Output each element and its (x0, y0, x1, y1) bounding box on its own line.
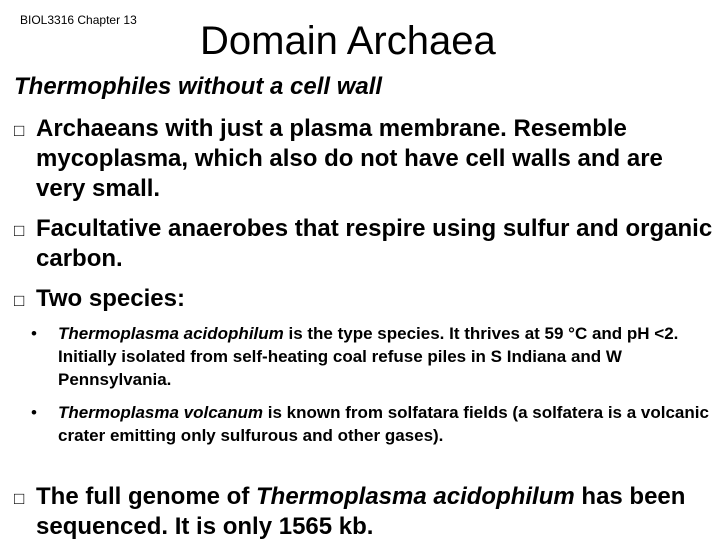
slide-subtitle: Thermophiles without a cell wall (14, 73, 383, 100)
bullet-anaerobes (14, 214, 714, 274)
dot-bullet-icon: • (31, 324, 37, 343)
species-name: Thermoplasma volcanum (58, 403, 264, 422)
species-description: is known from solfatara fields (a solfatera is a volcanic crater emitting only sulfurous and other gases). (58, 403, 709, 445)
course-label: BIOL3316 Chapter 13 (20, 13, 137, 27)
square-bullet-icon: □ (14, 291, 25, 310)
bullet-two-species (14, 284, 714, 314)
bullet-text-before: The full genome of (36, 483, 256, 510)
bullet-text-after: has been sequenced. It is only 1565 kb. (36, 483, 686, 540)
bullet-genome (14, 482, 714, 542)
species-name: Thermoplasma acidophilum (58, 324, 284, 343)
bullet-plasma-membrane (14, 114, 714, 204)
sub-bullet-volcanum (31, 401, 716, 447)
sub-bullet-acidophilum (31, 322, 716, 391)
square-bullet-icon: □ (14, 221, 25, 240)
bullet-text: Facultative anaerobes that respire using sulfur and organic carbon. (36, 215, 713, 272)
species-description: is the type species. It thrives at 59 °C and pH <2. Initially isolated from self-heating coal refuse piles in S Indiana and W Pennsylvania. (58, 324, 679, 389)
slide-title: Domain Archaea (200, 19, 496, 63)
square-bullet-icon: □ (14, 121, 25, 140)
species-name: Thermoplasma acidophilum (256, 483, 575, 510)
bullet-text: Archaeans with just a plasma membrane. Resemble mycoplasma, which also do not have cell walls and are very small. (36, 115, 663, 202)
square-bullet-icon: □ (14, 489, 25, 508)
bullet-text: Two species: (36, 285, 185, 312)
dot-bullet-icon: • (31, 403, 37, 422)
